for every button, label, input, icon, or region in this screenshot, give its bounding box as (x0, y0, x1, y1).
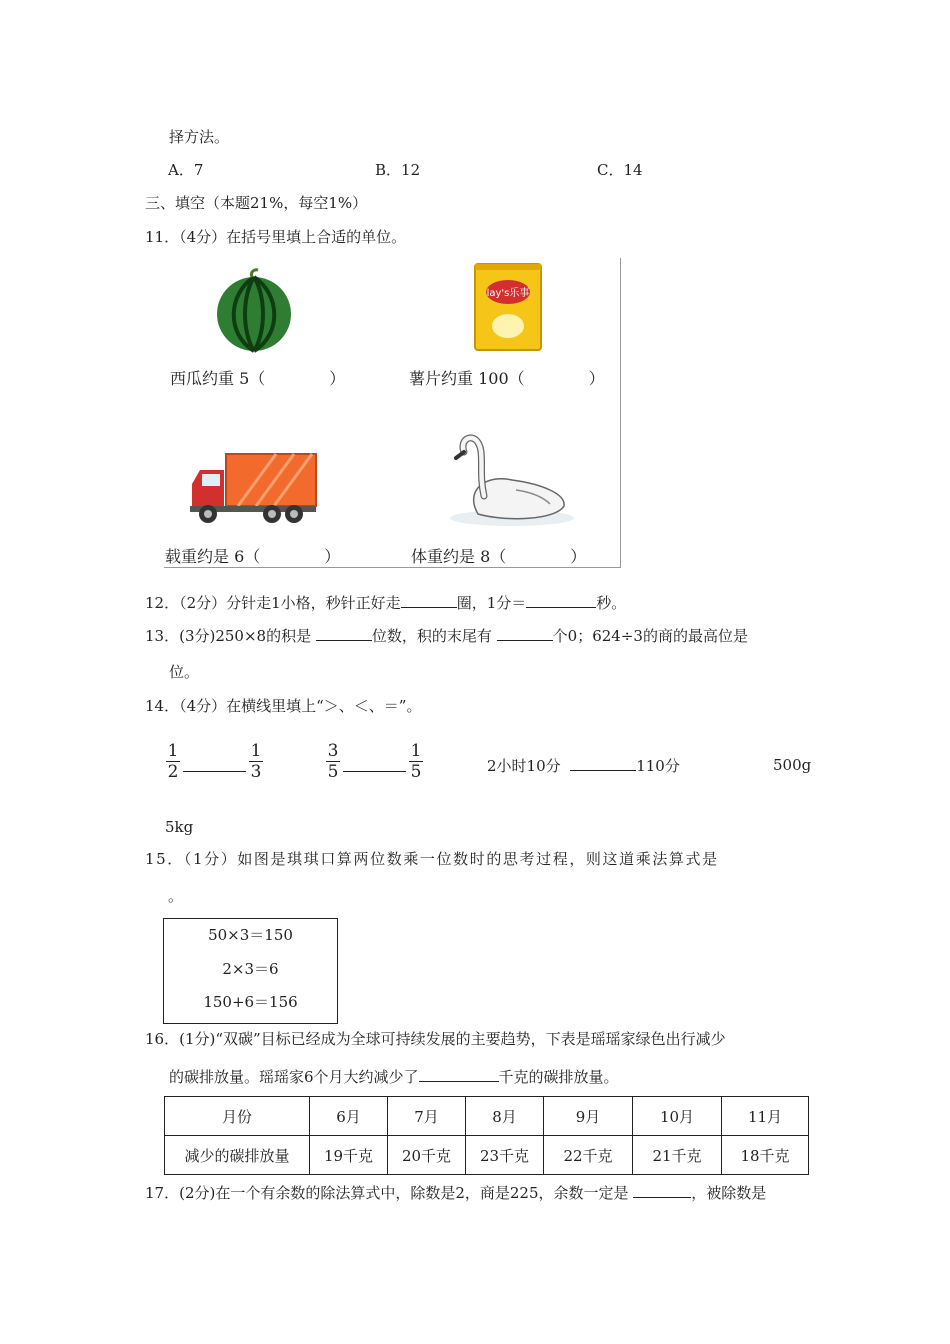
answer-blank[interactable] (316, 625, 372, 641)
table-header-cell: 11月 (722, 1097, 809, 1136)
question-14: 14．（4分）在横线里填上“＞、＜、＝”。 (145, 697, 422, 715)
table-cell: 22千克 (544, 1136, 633, 1175)
caption-watermelon: 西瓜约重 5（ ） (170, 369, 346, 388)
caption-truck: 载重约是 6（ ） (165, 547, 341, 566)
fraction: $\frac{3}{5}$ (327, 741, 339, 782)
answer-blank[interactable] (633, 1182, 691, 1198)
table-row (165, 1136, 809, 1175)
answer-blank[interactable] (401, 592, 457, 608)
chips-bag-icon (472, 262, 544, 352)
compare-blank[interactable] (570, 755, 636, 771)
table-header-cell: 9月 (544, 1097, 633, 1136)
table-header-cell: 6月 (310, 1097, 388, 1136)
question-16-line2: 的碳排放量。瑶瑶家6个月大约减少了 千克的碳排放量。 (169, 1068, 619, 1086)
table-cell: 减少的碳排放量 (165, 1136, 310, 1175)
table-cell: 18千克 (722, 1136, 809, 1175)
table-header-cell: 8月 (466, 1097, 544, 1136)
figure-border (164, 567, 621, 568)
calc-line: 2×3＝6 (222, 960, 279, 978)
chips-brand-label: lay's乐事 (486, 288, 530, 299)
option-b[interactable]: B．12 (375, 161, 421, 179)
question-15-end: 。 (168, 887, 184, 905)
option-a[interactable]: A．7 (168, 161, 204, 179)
caption-chips: 薯片约重 100（ ） (409, 369, 605, 388)
answer-blank[interactable] (526, 592, 596, 608)
calculation-box (163, 918, 338, 1024)
option-c[interactable]: C．14 (597, 161, 643, 179)
calc-line: 50×3＝150 (208, 926, 293, 944)
swan-icon (446, 430, 576, 528)
compare-blank[interactable] (183, 771, 246, 772)
question-17: 17．(2分)在一个有余数的除法算式中，除数是2，商是225，余数一定是 ，被除数是 (145, 1184, 767, 1202)
table-header-cell: 7月 (388, 1097, 466, 1136)
time-compare: 2小时10分 110分 (487, 757, 680, 775)
caption-swan: 体重约是 8（ ） (411, 547, 587, 566)
table-row (165, 1097, 809, 1136)
question-13-end: 位。 (169, 663, 200, 681)
question-16: 16．(1分)“双碳”目标已经成为全球可持续发展的主要趋势，下表是瑶瑶家绿色出行减少 (145, 1030, 726, 1048)
table-cell: 21千克 (633, 1136, 722, 1175)
answer-blank[interactable] (419, 1066, 499, 1082)
question-15: 15．（1分）如图是琪琪口算两位数乘一位数时的思考过程，则这道乘法算式是 (145, 850, 719, 868)
table-header-cell: 月份 (165, 1097, 310, 1136)
fraction: $\frac{1}{2}$ (167, 741, 179, 782)
watermelon-icon (214, 266, 294, 354)
question-13: 13．(3分)250×8的积是 位数，积的末尾有 个0；624÷3的商的最高位是 (145, 627, 748, 645)
section-title: 三、填空（本题21%，每空1%） (145, 194, 368, 212)
table-header-cell: 10月 (633, 1097, 722, 1136)
mass-right: 5kg (165, 818, 194, 836)
carbon-table (164, 1096, 809, 1175)
compare-blank[interactable] (343, 771, 406, 772)
calc-line: 150+6＝156 (203, 993, 298, 1011)
table-cell: 23千克 (466, 1136, 544, 1175)
answer-blank[interactable] (497, 625, 553, 641)
mass-left: 500g (773, 756, 812, 774)
question-11: 11．（4分）在括号里填上合适的单位。 (145, 228, 407, 246)
prev-question-tail: 择方法。 (169, 128, 230, 146)
fraction: $\frac{1}{5}$ (410, 741, 422, 782)
truck-icon (188, 450, 318, 526)
table-cell: 19千克 (310, 1136, 388, 1175)
table-cell: 20千克 (388, 1136, 466, 1175)
fraction: $\frac{1}{3}$ (250, 741, 262, 782)
figure-border (620, 258, 621, 568)
question-12: 12．（2分）分针走1小格，秒针正好走 圈，1分＝ 秒。 (145, 594, 627, 612)
